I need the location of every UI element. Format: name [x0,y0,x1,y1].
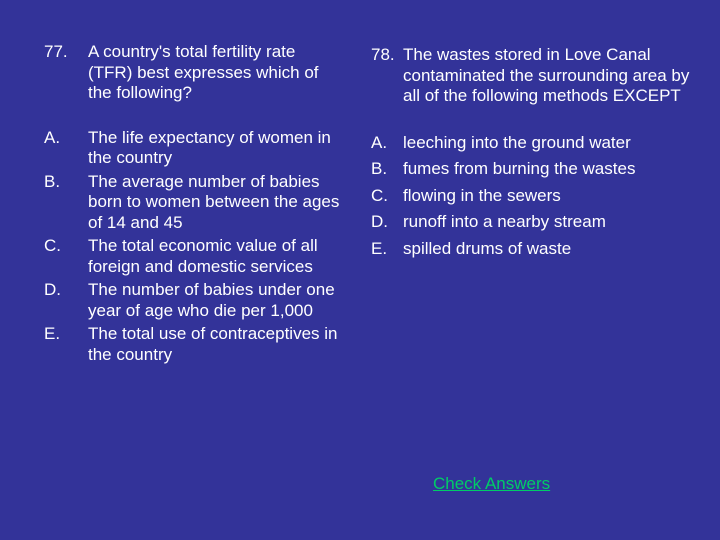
question-number: 77. [44,42,68,61]
choice-a [44,128,344,169]
question-stem [44,42,344,104]
choice-text: The life expectancy of women in the country [88,127,331,167]
choice-text: The total use of contraceptives in the country [88,324,338,364]
choice-letter: D. [44,280,61,299]
question-77 [44,42,344,368]
choice-e [371,239,691,260]
choice-text: The number of babies under one year of age who die per 1,000 [88,280,335,320]
choice-d [44,280,344,321]
choice-text: The average number of babies born to women between the ages of 14 and 45 [88,171,340,232]
choice-c [44,236,344,277]
check-answers-link[interactable]: Check Answers [433,474,551,493]
question-text: The wastes stored in Love Canal contaminated the surrounding area by all of the following methods EXCEPT [403,45,690,105]
choice-text: runoff into a nearby stream [403,212,606,231]
question-78 [371,45,691,265]
choice-letter: B. [44,171,61,191]
answer-choices [44,128,344,366]
choice-letter: C. [371,185,388,205]
choice-letter: E. [44,324,61,343]
question-number: 78. [371,45,395,64]
choice-text: The total economic value of all foreign and domestic services [88,236,318,276]
choice-a [371,133,691,154]
choice-letter: D. [371,212,388,231]
choice-letter: C. [44,236,61,255]
choice-letter: A. [371,132,388,152]
choice-letter: E. [371,238,388,258]
choice-letter: B. [371,159,388,178]
choice-c [371,186,691,207]
choice-e [44,324,344,365]
choice-b [371,159,691,180]
choice-letter: A. [44,127,61,147]
choice-text: spilled drums of waste [403,238,572,258]
choice-b [44,172,344,234]
answer-choices [371,133,691,260]
choice-d [371,212,691,233]
choice-text: flowing in the sewers [403,185,561,205]
question-stem [371,45,691,107]
choice-text: leeching into the ground water [403,132,631,152]
question-text: A country's total fertility rate (TFR) best expresses which of the following? [88,42,319,102]
choice-text: fumes from burning the wastes [403,159,636,178]
